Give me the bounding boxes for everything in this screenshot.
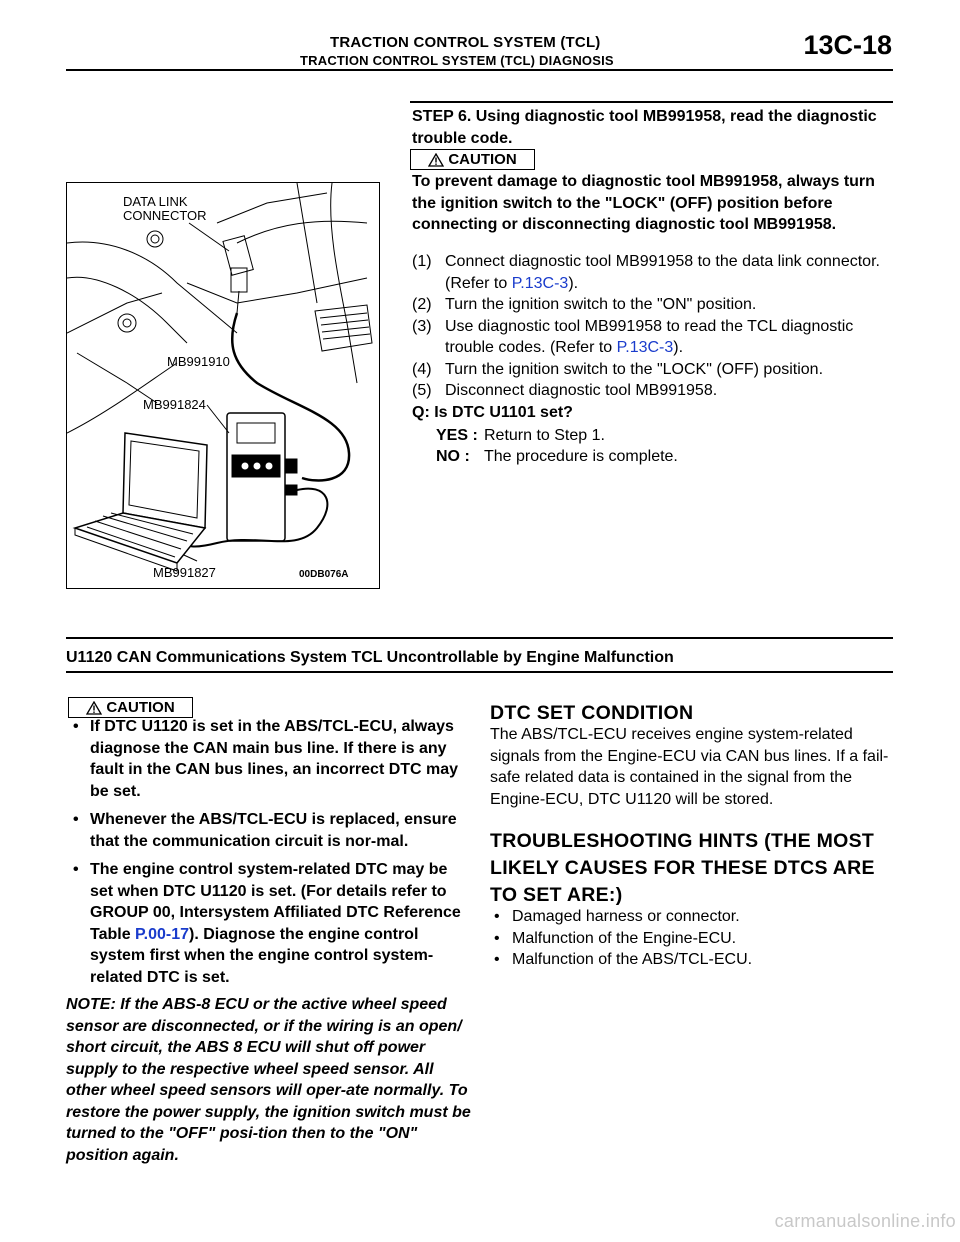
- procedure-step: [412, 316, 887, 359]
- label-connector-line2: CONNECTOR: [123, 208, 207, 223]
- answer-no: [436, 446, 678, 468]
- troubleshooting-hints: [494, 906, 874, 971]
- bullet-text-end: ). Diagnose the engine control system first when the engine control system-related DTC is set.: [90, 925, 434, 986]
- step-text-end: ).: [568, 274, 579, 292]
- caution-bullet-item: [70, 859, 470, 988]
- dtc-set-condition-body: The ABS/TCL-ECU receives engine system-related signals from the Engine-ECU via CAN bus lines. If a fail-safe related data is contained in the signal from the Engine-ECU, DTC U1120 will be stored.: [490, 726, 889, 808]
- page-number: 13C-18: [803, 30, 892, 60]
- step-number: (2): [412, 296, 432, 313]
- procedure-step: [412, 294, 887, 316]
- step-text: Disconnect diagnostic tool MB991958.: [445, 382, 718, 399]
- step-number: (4): [412, 360, 432, 378]
- step-number: (1): [412, 253, 432, 270]
- caution-badge: [410, 149, 535, 170]
- warning-icon: [428, 153, 444, 167]
- figure-code: 00DB076A: [299, 569, 349, 580]
- procedure-step: [412, 251, 887, 294]
- step-number: (3): [412, 317, 432, 335]
- page-reference-link[interactable]: P.13C-3: [511, 274, 569, 292]
- bullet-text: Whenever the ABS/TCL-ECU is replaced, ensure that the communication circuit is nor-mal.: [90, 811, 457, 850]
- label-connector-line1: DATA LINK: [123, 194, 188, 209]
- procedure-steps: [412, 251, 887, 402]
- caution-label: CAUTION: [106, 699, 175, 716]
- caution-bullet-item: [70, 716, 470, 802]
- question: Q: Is DTC U1101 set?: [412, 404, 573, 421]
- warning-icon: [86, 701, 102, 715]
- hint-item: [494, 949, 874, 971]
- step-number: (5): [412, 382, 432, 399]
- bullet-icon: •: [494, 929, 500, 947]
- step-divider: [410, 101, 893, 103]
- yes-text: Return to Step 1.: [484, 427, 605, 444]
- hint-text: Malfunction of the ABS/TCL-ECU.: [512, 951, 753, 968]
- page-reference-link[interactable]: P.13C-3: [616, 339, 674, 356]
- bullet-icon: •: [73, 861, 79, 878]
- illustration: [67, 183, 379, 588]
- label-mb991824: MB991824: [143, 397, 206, 412]
- header-divider: [66, 69, 893, 71]
- section-divider-top: [66, 637, 893, 639]
- page-section-subtitle: TRACTION CONTROL SYSTEM (TCL) DIAGNOSIS: [300, 53, 614, 68]
- caution-bullets: [70, 716, 470, 995]
- page-reference-link[interactable]: P.00-17: [135, 925, 190, 943]
- no-label: NO :: [436, 448, 470, 465]
- hint-item: [494, 906, 874, 928]
- bullet-text: If DTC U1120 is set in the ABS/TCL-ECU, always diagnose the CAN main bus line. If there is any fault in the CAN bus lines, an incorrect DTC may be set.: [90, 718, 459, 800]
- step-text: Turn the ignition switch to the "LOCK" (OFF) position.: [445, 360, 824, 378]
- bullet-icon: •: [73, 718, 79, 735]
- hint-text: Damaged harness or connector.: [512, 908, 740, 925]
- note-text: NOTE: If the ABS-8 ECU or the active wheel speed sensor are disconnected, or if the wiring is an open/ short circuit, the ABS 8 ECU will shut off power supply to the respective wheel speed sensor. All other wheel speed sensors will oper-ate normally. To restore the power supply, the ignition switch must be turned to the "OFF" posi-tion then to the "ON" position again.: [66, 996, 471, 1164]
- caution-text: To prevent damage to diagnostic tool MB991958, always turn the ignition switch to the "LOCK" (OFF) position before connecting or disconnecting diagnostic tool MB991958.: [412, 173, 875, 233]
- label-mb991827: MB991827: [153, 565, 216, 580]
- bullet-icon: •: [494, 951, 500, 968]
- step-text-end: ).: [673, 339, 684, 356]
- troubleshooting-heading: TROUBLESHOOTING HINTS (THE MOST LIKELY CAUSES FOR THESE DTCS ARE TO SET ARE:): [490, 830, 875, 906]
- procedure-step: [412, 359, 887, 381]
- procedure-step: [412, 380, 887, 402]
- dtc-set-condition-heading: DTC SET CONDITION: [490, 702, 694, 724]
- hint-text: Malfunction of the Engine-ECU.: [512, 929, 737, 947]
- section-divider-bottom: [66, 671, 893, 673]
- bullet-icon: •: [494, 908, 500, 925]
- step-text: Turn the ignition switch to the "ON" position.: [445, 296, 757, 313]
- caution-bullet-item: [70, 809, 470, 852]
- label-mb991910: MB991910: [167, 354, 230, 369]
- caution-badge: [68, 697, 193, 718]
- step-text: Connect diagnostic tool MB991958 to the data link connector. (Refer to: [445, 253, 880, 292]
- no-text: The procedure is complete.: [484, 448, 678, 465]
- watermark: carmanualsonline.info: [774, 1211, 956, 1231]
- bullet-icon: •: [73, 811, 79, 828]
- step-heading: STEP 6. Using diagnostic tool MB991958, read the diagnostic trouble code.: [412, 108, 877, 147]
- yes-label: YES :: [436, 427, 478, 444]
- bullet-text: The engine control system-related DTC may be set when DTC U1120 is set. (For details refer to GROUP 00, Intersystem Affiliated DTC Reference Table: [90, 861, 461, 943]
- hint-item: [494, 928, 874, 950]
- caution-label: CAUTION: [448, 151, 517, 168]
- step-text: Use diagnostic tool MB991958 to read the TCL diagnostic trouble codes. (Refer to: [445, 317, 854, 356]
- page-section-title: TRACTION CONTROL SYSTEM (TCL): [330, 34, 601, 51]
- diagnostic-connection-figure: [66, 182, 380, 589]
- answer-yes: [436, 425, 605, 447]
- section-title: U1120 CAN Communications System TCL Uncontrollable by Engine Malfunction: [66, 649, 674, 666]
